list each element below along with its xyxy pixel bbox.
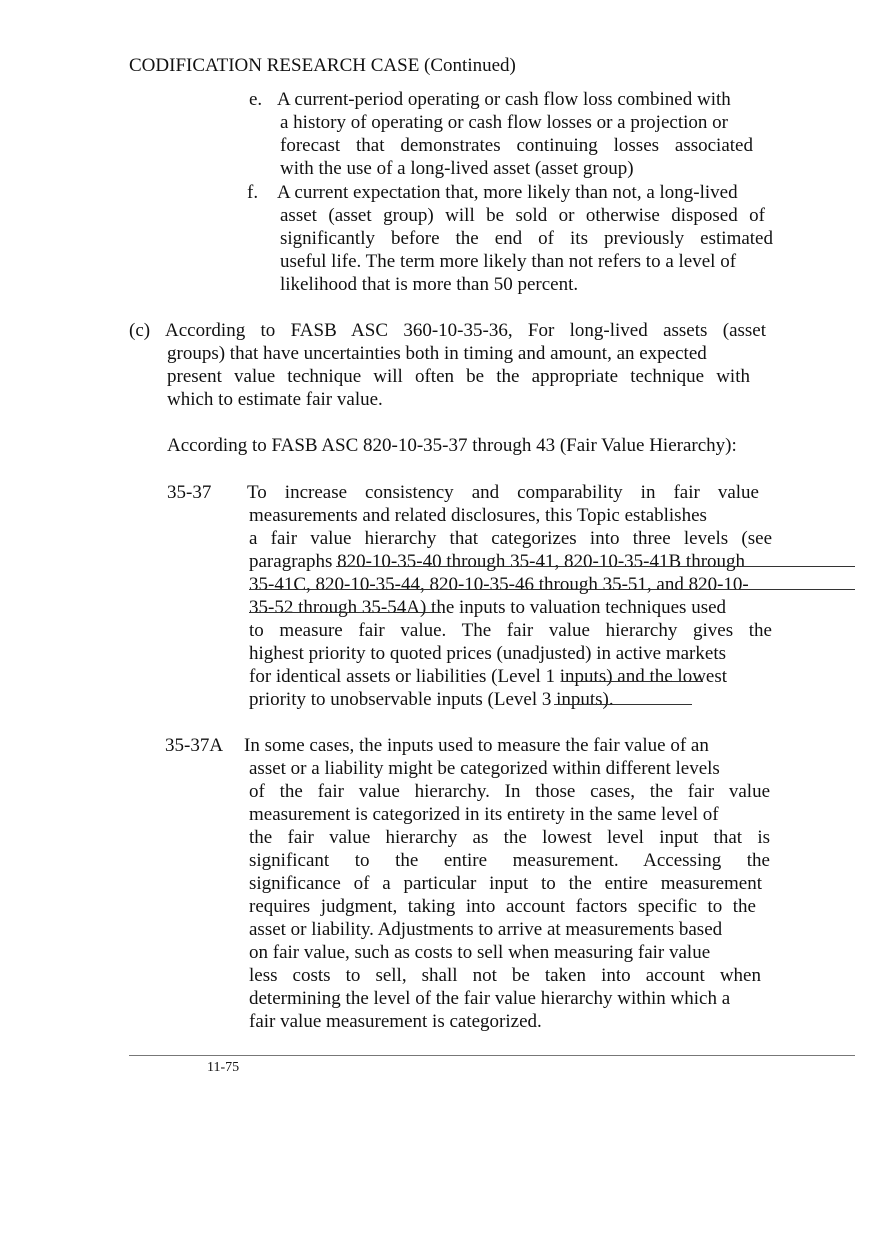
list-item-e-line: forecast that demonstrates continuing losses associated — [280, 135, 753, 156]
fair-value-intro: According to FASB ASC 820-10-35-37 through 43 (Fair Value Hierarchy): — [167, 435, 737, 456]
paragraph-35-37a-line: requires judgment, taking into account factors specific to the — [249, 896, 756, 917]
page-title: CODIFICATION RESEARCH CASE (Continued) — [129, 55, 516, 76]
paragraph-35-37-line: for identical assets or liabilities (Level 1 inputs) and the lowest — [249, 666, 728, 687]
paragraph-35-37-line: paragraphs 820-10-35-40 through 35-41, 820-10-35-41B through — [249, 551, 746, 572]
paragraph-35-37a-line: less costs to sell, shall not be taken into account when — [249, 965, 761, 986]
list-item-f-line: A current expectation that, more likely than not, a long-lived — [277, 182, 738, 203]
paragraph-35-37-line: priority to unobservable inputs (Level 3 inputs). — [249, 689, 614, 710]
paragraph-35-37-line: 35-52 through 35-54A) the inputs to valuation techniques used — [249, 597, 727, 618]
paragraph-35-37-line: To increase consistency and comparability in fair value — [247, 482, 759, 503]
list-marker-f: f. — [247, 182, 259, 203]
paragraph-35-37a-line: on fair value, such as costs to sell when measuring fair value — [249, 942, 711, 963]
paragraph-35-37a-line: measurement is categorized in its entirety in the same level of — [249, 804, 719, 825]
paragraph-35-37-line: 35-41C, 820-10-35-44, 820-10-35-46 through 35-51, and 820-10- — [249, 574, 749, 595]
part-c-line: According to FASB ASC 360-10-35-36, For long-lived assets (asset — [165, 320, 766, 341]
part-c-line: groups) that have uncertainties both in timing and amount, an expected — [167, 343, 707, 364]
paragraph-35-37a-line: asset or a liability might be categorized within different levels — [249, 758, 720, 779]
strike-line — [249, 589, 855, 590]
part-c-marker: (c) — [129, 320, 151, 341]
page-number: 11-75 — [207, 1060, 240, 1075]
list-item-e-line: A current-period operating or cash flow loss combined with — [277, 89, 731, 110]
strike-line — [554, 704, 692, 705]
paragraph-35-37a-line: of the fair value hierarchy. In those cases, the fair value — [249, 781, 770, 802]
paragraph-35-37a-line: significant to the entire measurement. Accessing the — [249, 850, 770, 871]
strike-line — [562, 681, 703, 682]
paragraph-35-37-line: a fair value hierarchy that categorizes into three levels (see — [249, 528, 772, 549]
paragraph-35-37-line: to measure fair value. The fair value hierarchy gives the — [249, 620, 772, 641]
strike-line — [249, 612, 441, 613]
paragraph-number: 35-37A — [165, 735, 224, 756]
list-item-f-line: useful life. The term more likely than not refers to a level of — [280, 251, 737, 272]
strike-line — [336, 566, 855, 567]
list-item-e-line: a history of operating or cash flow losses or a projection or — [280, 112, 728, 133]
part-c-line: which to estimate fair value. — [167, 389, 383, 410]
paragraph-35-37a-line: the fair value hierarchy as the lowest level input that is — [249, 827, 770, 848]
list-marker-e: e. — [249, 89, 263, 110]
list-item-f-line: likelihood that is more than 50 percent. — [280, 274, 579, 295]
list-item-e-line: with the use of a long-lived asset (asset group) — [280, 158, 634, 179]
paragraph-number: 35-37 — [167, 482, 212, 503]
paragraph-35-37a-line: fair value measurement is categorized. — [249, 1011, 542, 1032]
list-item-f-line: asset (asset group) will be sold or otherwise disposed of — [280, 205, 765, 226]
paragraph-35-37a-line: significance of a particular input to the entire measurement — [249, 873, 762, 894]
paragraph-35-37a-line: In some cases, the inputs used to measure the fair value of an — [244, 735, 709, 756]
list-item-f-line: significantly before the end of its previously estimated — [280, 228, 773, 249]
paragraph-35-37a-line: asset or liability. Adjustments to arrive at measurements based — [249, 919, 723, 940]
footer-divider — [129, 1055, 855, 1056]
paragraph-35-37-line: highest priority to quoted prices (unadjusted) in active markets — [249, 643, 726, 664]
paragraph-35-37a-line: determining the level of the fair value hierarchy within which a — [249, 988, 731, 1009]
part-c-line: present value technique will often be the appropriate technique with — [167, 366, 750, 387]
paragraph-35-37-line: measurements and related disclosures, this Topic establishes — [249, 505, 707, 526]
